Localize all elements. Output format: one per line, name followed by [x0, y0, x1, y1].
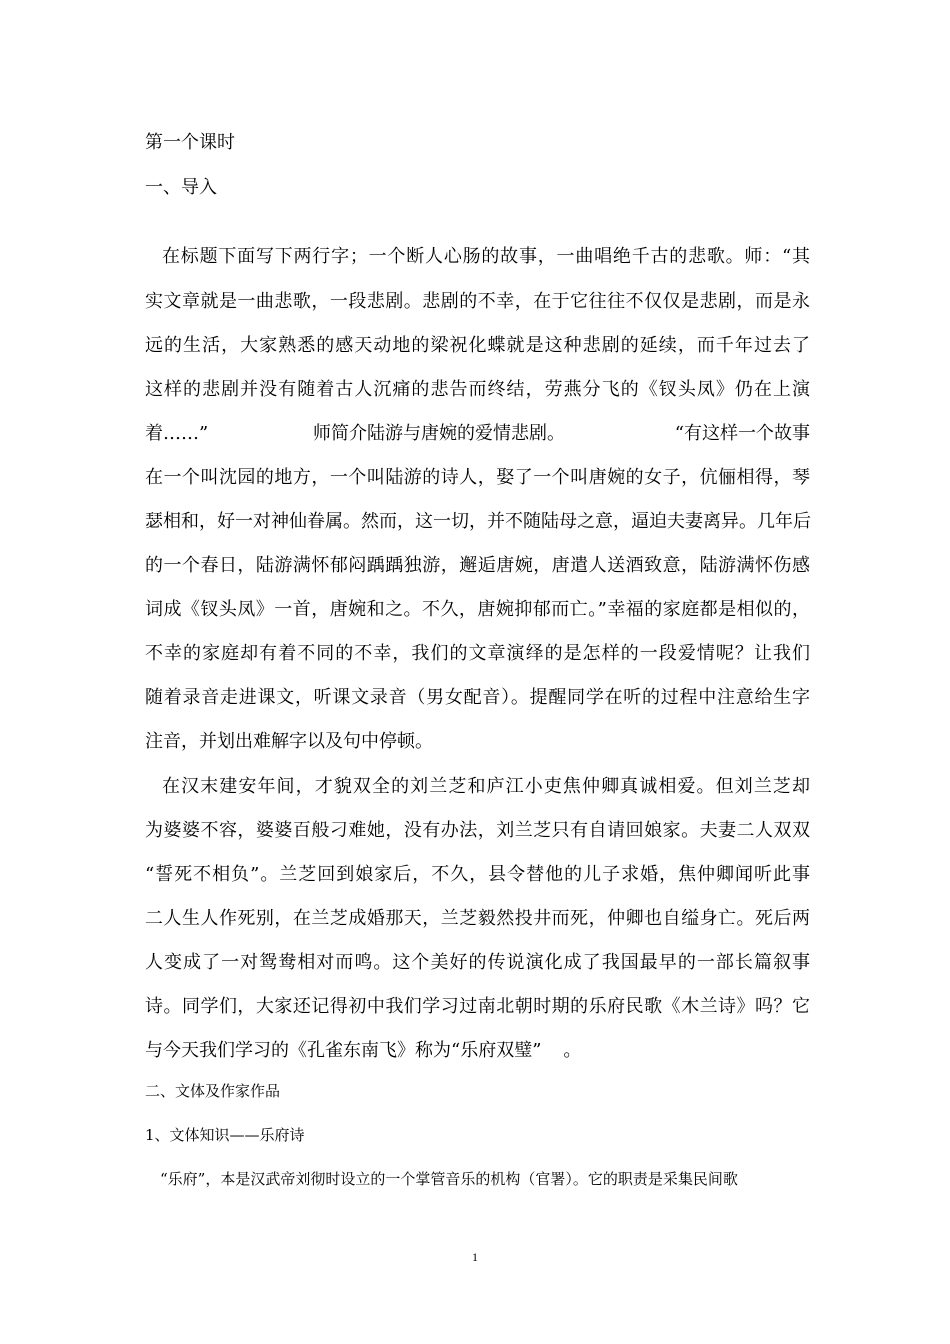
subsection-heading: 1、文体知识——乐府诗: [145, 1126, 305, 1144]
paragraph-line: “乐府”，本是汉武帝刘彻时设立的一个掌管音乐的机构（官署）。它的职责是采集民间歌: [160, 1170, 738, 1188]
paragraph-line: 人变成了一对鸳鸯相对而鸣。这个美好的传说演化成了我国最早的一部长篇叙事: [145, 952, 810, 973]
paragraph-line: 不幸的家庭却有着不同的不幸，我们的文章演绎的是怎样的一段爱情呢？让我们: [145, 643, 810, 664]
paragraph-line: 在汉末建安年间，才貌双全的刘兰芝和庐江小吏焦仲卿真诚相爱。但刘兰芝却: [162, 776, 810, 797]
paragraph-line: 二人生人作死别，在兰芝成婚那天，兰芝毅然投井而死，仲卿也自缢身亡。死后两: [145, 908, 810, 929]
paragraph-line: [145, 1036, 810, 1062]
paragraph-line: 瑟相和，好一对神仙眷属。然而，这一切，并不随陆母之意，逼迫夫妻离异。几年后: [145, 511, 811, 532]
paragraph-line: 诗。同学们，大家还记得初中我们学习过南北朝时期的乐府民歌《木兰诗》吗？它: [145, 996, 810, 1017]
paragraph-line: 远的生活，大家熟悉的感天动地的梁祝化蝶就是这种悲剧的延续，而千年过去了: [145, 335, 810, 356]
paragraph-line: 词成《钗头凤》一首，唐婉和之。不久，唐婉抑郁而亡。”幸福的家庭都是相似的，: [145, 599, 810, 620]
paragraph-line: 实文章就是一曲悲歌，一段悲剧。悲剧的不幸，在于它往往不仅仅是悲剧，而是永: [145, 291, 810, 312]
text-fragment: “有这样一个故事: [674, 423, 810, 444]
page-number: 1: [472, 1250, 478, 1264]
paragraph-line: “誓死不相负”。兰芝回到娘家后，不久，县令替他的儿子求婚，焦仲卿闻听此事: [145, 864, 810, 885]
lesson-title: 第一个课时: [145, 132, 235, 153]
paragraph-line: 为婆婆不容，婆婆百般刁难她，没有办法，刘兰芝只有自请回娘家。夫妻二人双双: [145, 820, 810, 841]
text-fragment: 与今天我们学习的《孔雀东南飞》称为“乐府双璧”: [145, 1040, 542, 1061]
paragraph-line: 在标题下面写下两行字；一个断人心肠的故事，一曲唱绝千古的悲歌。师：“其: [162, 246, 810, 267]
text-fragment: 。: [563, 1040, 582, 1061]
paragraph-line: 注音，并划出难解字以及句中停顿。: [145, 731, 433, 752]
section-heading-genre: 二、文体及作家作品: [145, 1082, 281, 1100]
text-fragment: 师简介陆游与唐婉的爱情悲剧。: [313, 423, 565, 444]
paragraph-line: 随着录音走进课文，听课文录音（男女配音）。提醒同学在听的过程中注意给生字: [145, 687, 810, 708]
paragraph-line: 的一个春日，陆游满怀郁闷踽踽独游，邂逅唐婉，唐遣人送酒致意，陆游满怀伤感: [145, 555, 810, 576]
paragraph-line: 在一个叫沈园的地方，一个叫陆游的诗人，娶了一个叫唐婉的女子，伉俪相得，琴: [145, 467, 810, 488]
section-heading-intro: 一、导入: [145, 177, 217, 198]
text-fragment: 着……”: [145, 423, 209, 444]
paragraph-line: 这样的悲剧并没有随着古人沉痛的悲告而终结，劳燕分飞的《钗头凤》仍在上演: [145, 379, 810, 400]
